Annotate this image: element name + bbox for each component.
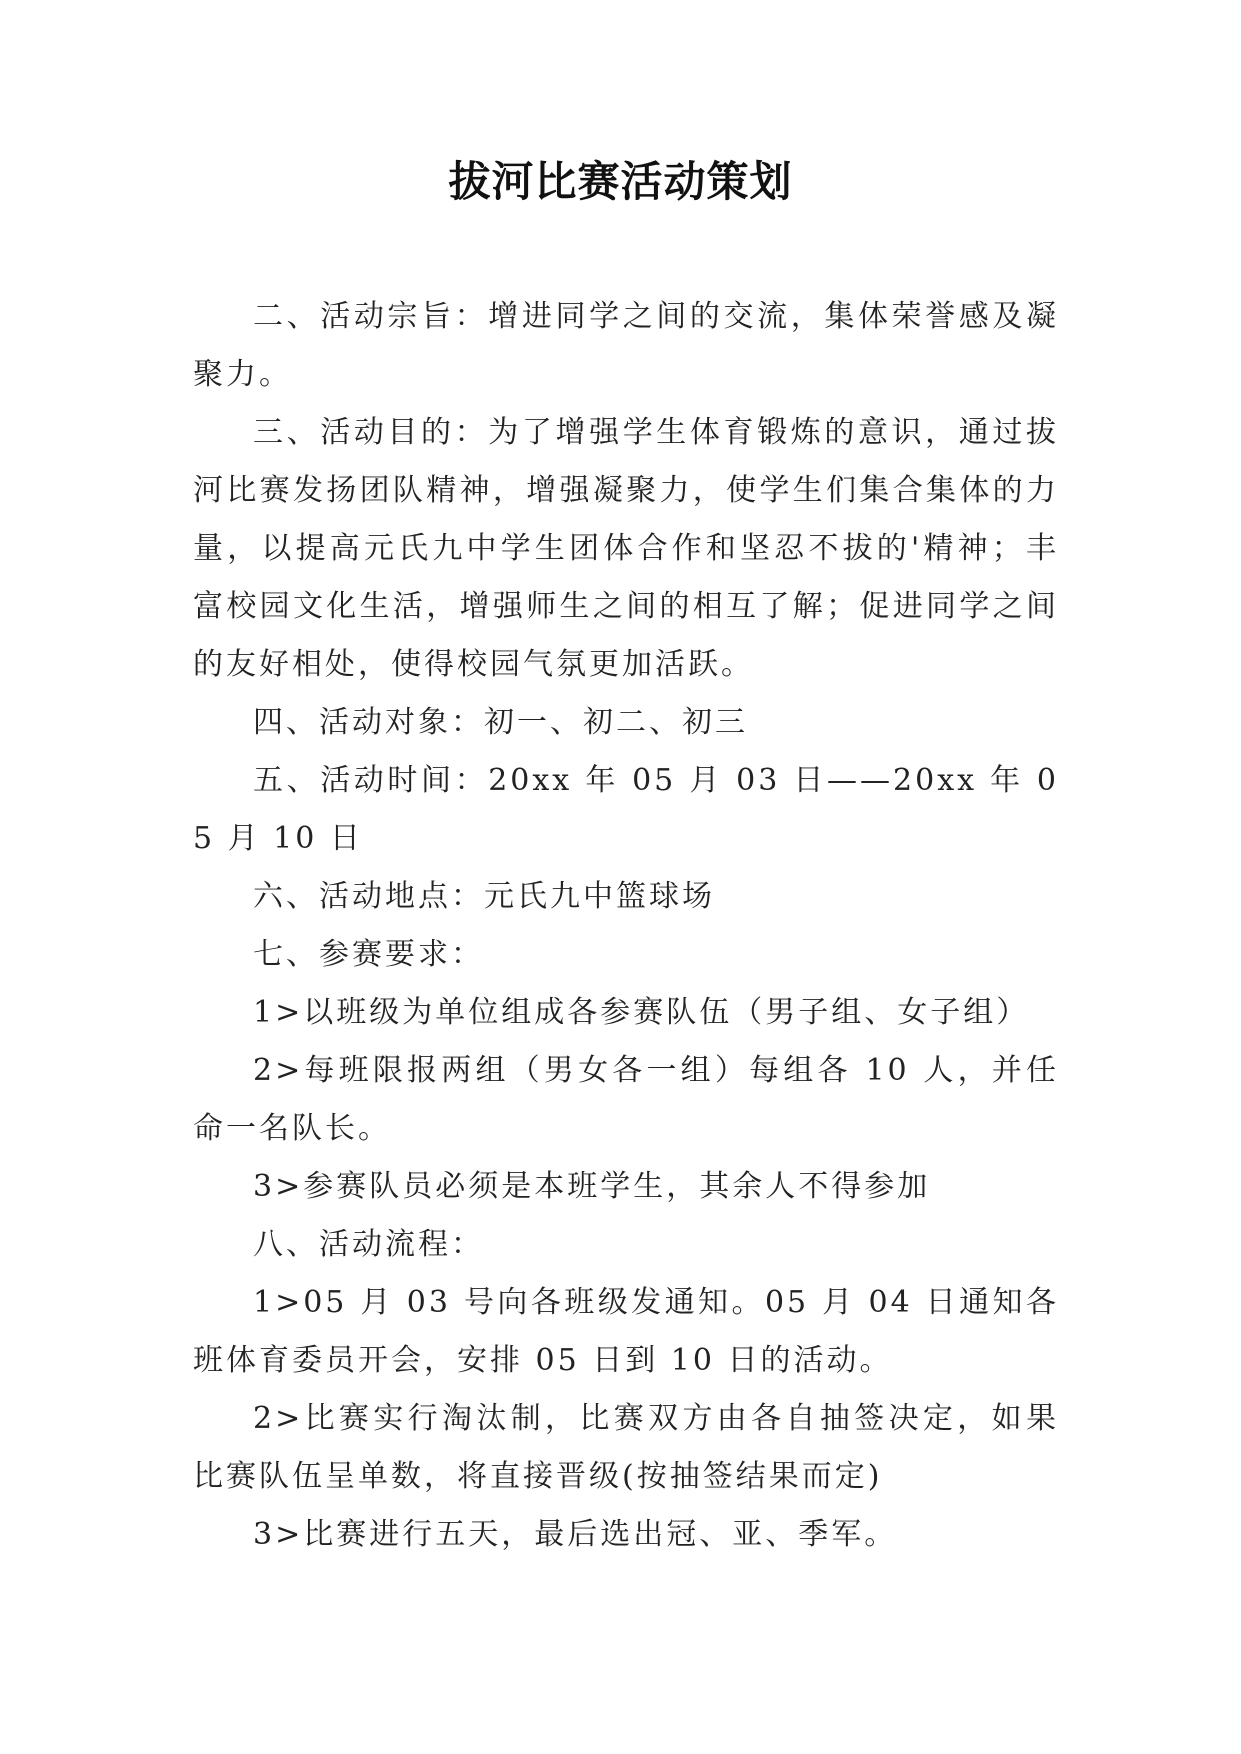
paragraph-process-2: 2>比赛实行淘汰制，比赛双方由各自抽签决定，如果比赛队伍呈单数，将直接晋级(按抽签结果而定) — [193, 1401, 1059, 1494]
paragraph-requirements-heading: 七、参赛要求： — [253, 937, 484, 972]
paragraph-requirement-2: 2>每班限报两组（男女各一组）每组各 10 人，并任命一名队长。 — [193, 1053, 1059, 1146]
paragraph-goal: 三、活动目的：为了增强学生体育锻炼的意识，通过拔河比赛发扬团队精神，增强凝聚力，使学生们集合集体的力量，以提高元氏九中学生团体合作和坚忍不拔的'精神；丰富校园文化生活，增强师生之间的相互了解；促进同学之间的友好相处，使得校园气氛更加活跃。 — [193, 415, 1059, 682]
document-title: 拔河比赛活动策划 — [448, 157, 793, 206]
paragraph-time: 五、活动时间：20xx 年 05 月 03 日——20xx 年 05 月 10 日 — [193, 763, 1059, 856]
paragraph-participants: 四、活动对象：初一、初二、初三 — [253, 705, 748, 740]
paragraph-requirement-3: 3>参赛队员必须是本班学生，其余人不得参加 — [253, 1169, 931, 1204]
paragraph-process-heading: 八、活动流程： — [253, 1227, 484, 1262]
paragraph-location: 六、活动地点：元氏九中篮球场 — [253, 879, 715, 914]
paragraph-process-3: 3>比赛进行五天，最后选出冠、亚、季军。 — [253, 1517, 898, 1552]
paragraph-process-1: 1>05 月 03 号向各班级发通知。05 月 04 日通知各班体育委员开会，安排 05 日到 10 日的活动。 — [193, 1285, 1059, 1378]
paragraph-requirement-1: 1>以班级为单位组成各参赛队伍（男子组、女子组） — [253, 995, 1030, 1030]
paragraph-purpose: 二、活动宗旨：增进同学之间的交流，集体荣誉感及凝聚力。 — [193, 299, 1059, 392]
document-body — [193, 288, 1059, 1564]
